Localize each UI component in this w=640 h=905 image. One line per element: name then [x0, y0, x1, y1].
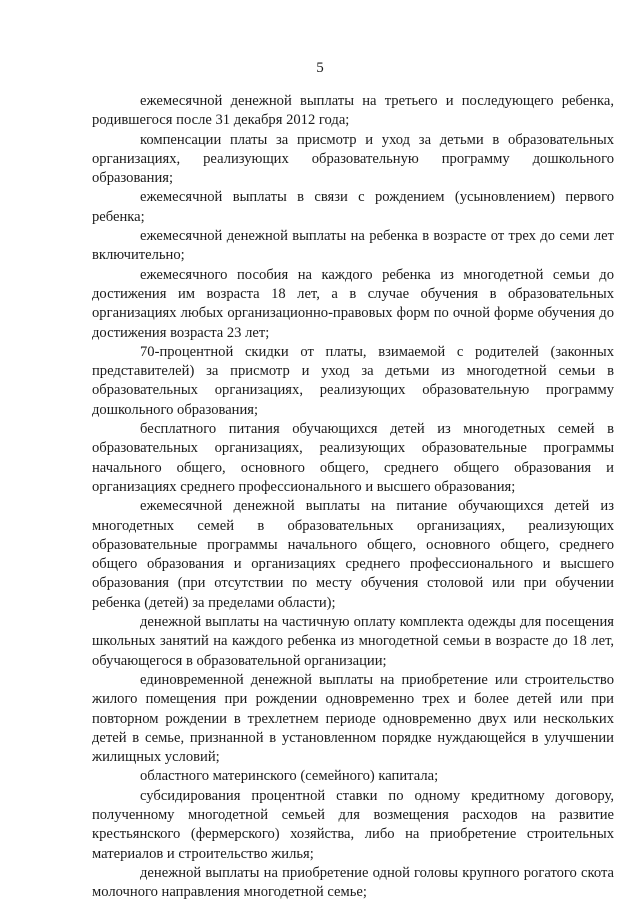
paragraph-cattle-payment: денежной выплаты на приобретение одной головы крупного рогатого скота молочного направления многодетной семье; [92, 864, 614, 901]
paragraph-meal-payment: ежемесячной денежной выплаты на питание обучающихся детей из многодетных семей в образовательных организациях, реализующих образовательные программы начального общего, основного общего, среднего общего образования и организациях среднего профессионального и высшего образования (при отсутствии по месту обучения столовой или при обучении ребенка (детей) за пределами области); [92, 498, 614, 611]
paragraph-interest-subsidy: субсидирования процентной ставки по одному кредитному договору, полученному многодетной семьей для возмещения расходов на развитие крестьянского (фермерского) хозяйства, либо на приобретение строительных материалов и строительство жилья; [92, 787, 614, 862]
paragraph-child-3-to-7-payment: ежемесячной денежной выплаты на ребенка в возрасте от трех до семи лет включительно; [92, 228, 614, 264]
paragraph-housing-payment: единовременной денежной выплаты на приобретение или строительство жилого помещения при рождении одновременно трех и более детей или при повторном рождении в трехлетнем периоде одновременно двух или нескольких детей в семье, признанной в установленном порядке нуждающейся в улучшении жилищных условий; [92, 671, 614, 766]
document-body [92, 92, 614, 902]
paragraph-preschool-fee-compensation: компенсации платы за присмотр и уход за детьми в образовательных организациях, реализующих образовательную программу дошкольного образования; [92, 131, 614, 187]
paragraph-monthly-third-child-payment: ежемесячной денежной выплаты на третьего и последующего ребенка, родившегося после 31 декабря 2012 года; [92, 93, 614, 129]
page-number: 5 [316, 60, 324, 76]
paragraph-school-clothing-payment: денежной выплаты на частичную оплату комплекта одежды для посещения школьных занятий на каждого ребенка из многодетной семьи в возрасте до 18 лет, обучающегося в образовательной организации; [92, 614, 614, 669]
paragraph-maternity-capital: областного материнского (семейного) капитала; [140, 768, 439, 785]
paragraph-free-meals: бесплатного питания обучающихся детей из многодетных семей в образовательных организациях, реализующих образовательные программы начального общего, основного общего, среднего общего образования и организациях среднего профессионального и высшего образования; [92, 421, 614, 495]
paragraph-large-family-allowance: ежемесячного пособия на каждого ребенка из многодетной семьи до достижения им возраста 18 лет, а в случае обучения в образовательных организациях любых организационно-правовых форм по очной форме обучения до достижения возраста 23 лет; [92, 266, 614, 341]
paragraph-first-child-payment: ежемесячной выплаты в связи с рождением (усыновлением) первого ребенка; [92, 189, 614, 225]
paragraph-preschool-fee-discount: 70-процентной скидки от платы, взимаемой с родителей (законных представителей) за присмотр и уход за детьми из многодетной семьи в образовательных организациях, реализующих образовательную программу дошкольного образования; [92, 343, 614, 418]
